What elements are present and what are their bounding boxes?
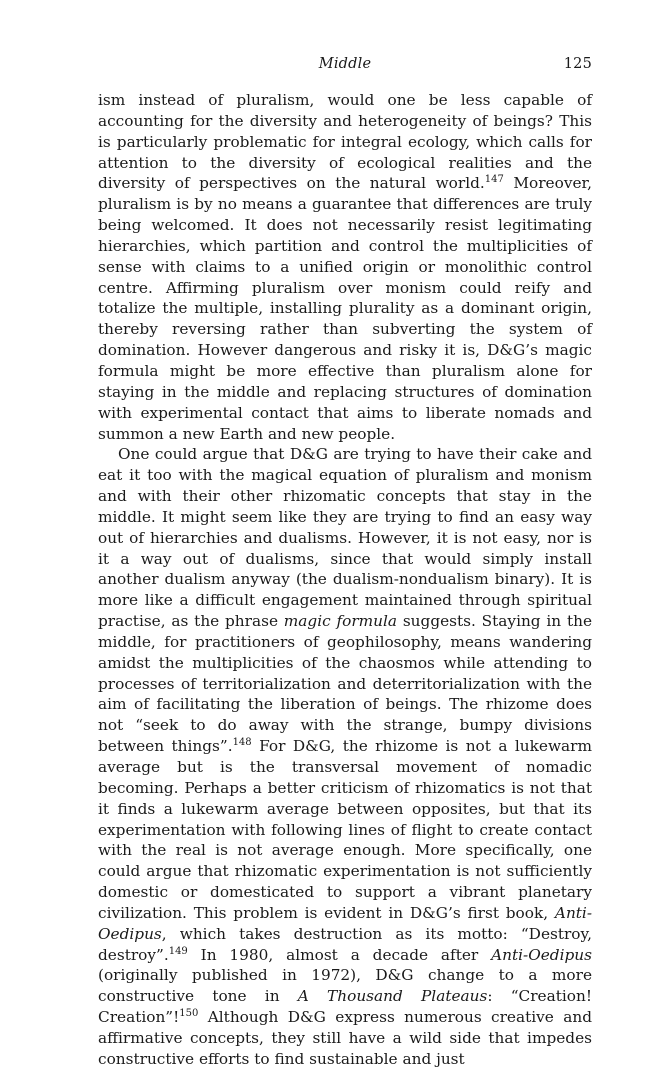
text-run: ism instead of pluralism, would one be less capable of accounting for the diversity and heterogeneity of beings? This is particularly problematic for integral ecology, which calls for attention to the diversity of ecological realities and the diversity of perspectives on the natural world. xyxy=(98,91,592,193)
footnote-marker: 149 xyxy=(168,945,188,957)
body-text xyxy=(98,90,592,1070)
text-run: In 1980, almost a decade after xyxy=(187,945,492,964)
paragraph xyxy=(98,90,592,444)
book-title: A Thousand Plateaus xyxy=(297,987,488,1006)
text-run: : “Creation! Creation”! xyxy=(98,987,592,1027)
text-run: For D&G, the rhizome is not a lukewarm average but is the transversal movement of nomadic becoming. Perhaps a better criticism of rhizomatics is not that it finds a lukewarm average between opposites, but that its experimentation with following lines of flight to create contact with the real is not average enough. More specifically, one could argue that rhizomatic experimentation is not sufficiently domestic or domesticated to support a vibrant planetary civilization. This problem is evident in D&G’s first book, xyxy=(98,737,592,922)
text-run: One could argue that D&G are trying to have their cake and eat it too with the magical equation of pluralism and monism and with their other rhizomatic concepts that stay in the middle. It might seem like they are trying to find an easy way out of hierarchies and dualisms. However, it is not easy, nor is it a way out of dualisms, since that would simply install another dualism anyway (the dualism-nondualism binary). It is more like a difficult engagement maintained through spiritual practise, as the phrase xyxy=(98,445,592,631)
italic-phrase: magic formula xyxy=(283,612,398,631)
footnote-marker: 150 xyxy=(179,1008,199,1020)
text-run: Although D&G express numerous creative and affirmative concepts, they still have a wild side that impedes constructive efforts to find sustainable and just xyxy=(98,1008,592,1068)
text-run: suggests. Staying in the middle, for practitioners of geophilosophy, means wandering amidst the multiplicities of the chaosmos while attending to processes of territorialization and deterritorialization with the aim of facilitating the liberation of beings. The rhizome does not “seek to do away with the strange, bumpy divisions between things”. xyxy=(98,612,592,756)
book-title: Anti-Oedipus xyxy=(491,945,592,964)
footnote-marker: 148 xyxy=(232,737,252,749)
page-number: 125 xyxy=(563,56,592,72)
text-run: (originally published in 1972), D&G change to a more constructive tone in xyxy=(98,966,592,1006)
running-title: Middle xyxy=(318,56,372,72)
book-title: Anti-Oedipus xyxy=(98,903,592,943)
paragraph xyxy=(98,444,592,1069)
text-run: Moreover, pluralism is by no means a guarantee that differences are truly being welcomed. It does not necessarily resist legitimating hierarchies, which partition and control the multiplicities of sense with claims to a unified origin or monolithic control centre. Affirming pluralism over monism could reify and totalize the multiple, installing plurality as a dominant origin, thereby reversing rather than subverting the system of domination. However dangerous and risky it is, D&G’s magic formula might be more effective than pluralism alone for staying in the middle and replacing structures of domination with experimental contact that aims to liberate nomads and summon a new Earth and new people. xyxy=(98,174,593,443)
footnote-marker: 147 xyxy=(484,174,504,186)
running-header xyxy=(98,56,592,78)
text-run: , which takes destruction as its motto: “Destroy, destroy”. xyxy=(98,924,592,964)
